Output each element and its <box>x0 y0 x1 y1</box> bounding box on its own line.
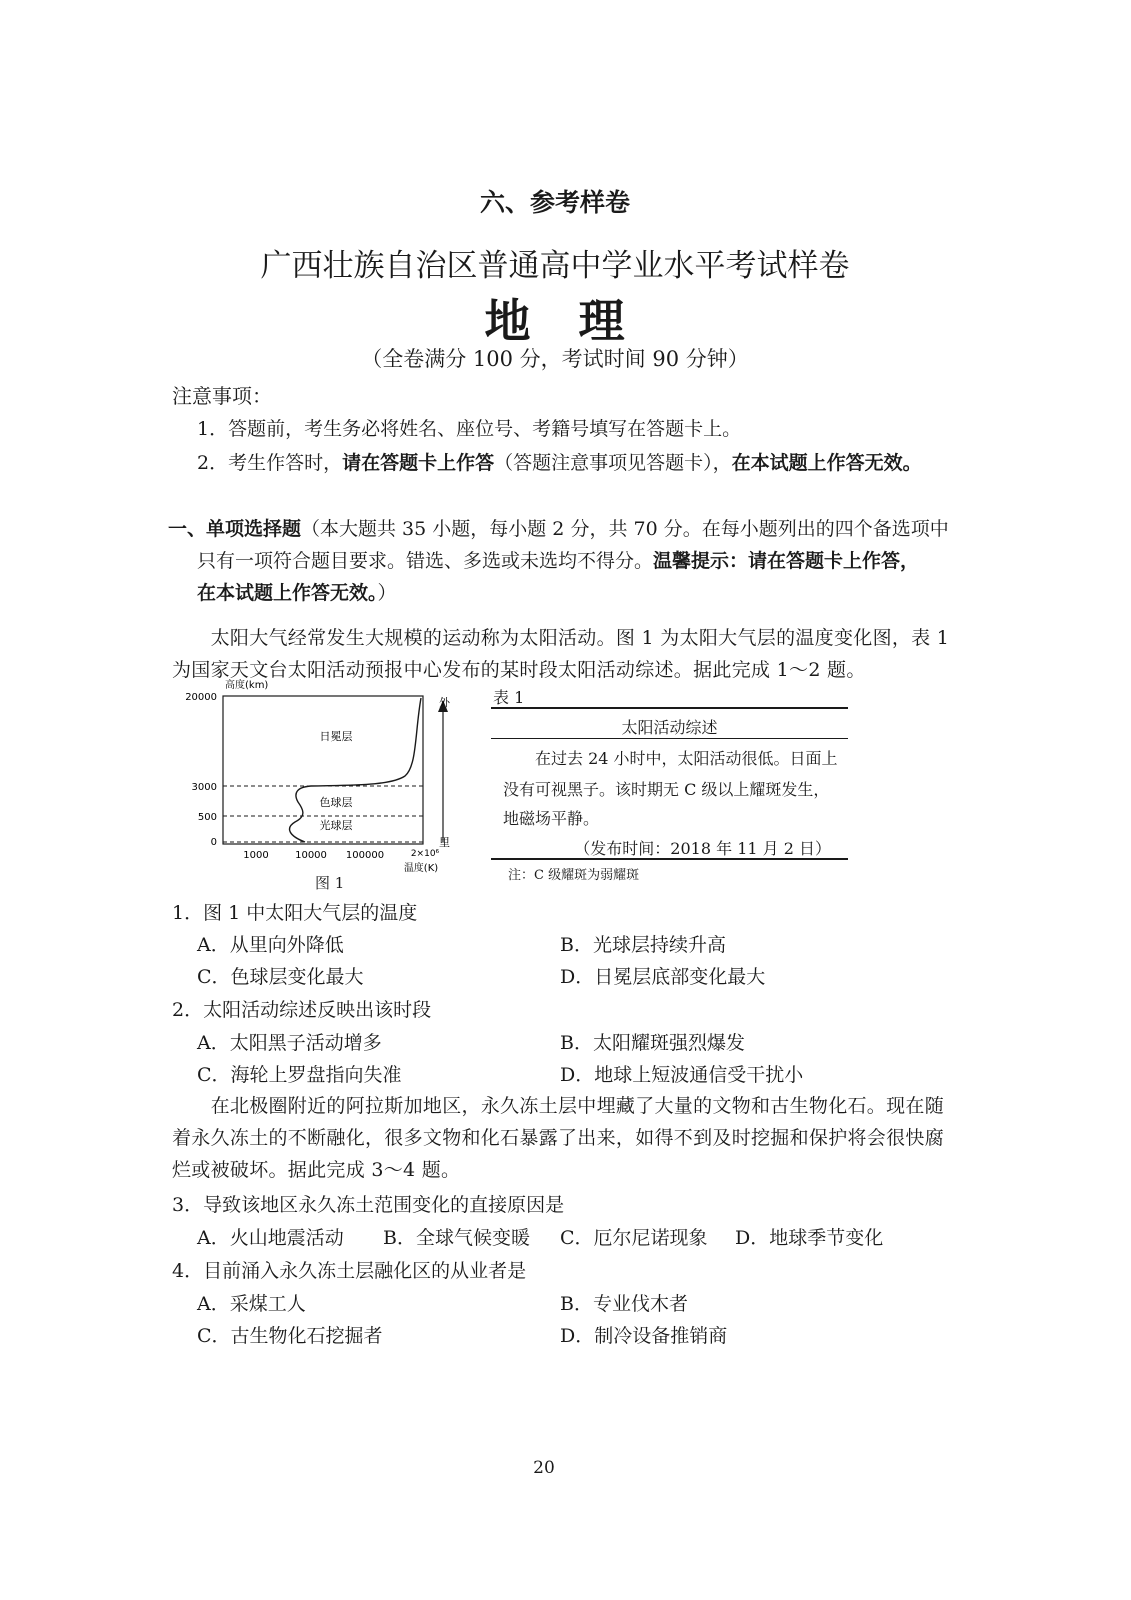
y-tick-20000: 20000 <box>185 692 217 703</box>
figure1-temperature-chart <box>185 676 470 888</box>
figure1-caption: 图 1 <box>315 874 345 892</box>
table1-body-line-2: 没有可视黑子。该时期无 C 级以上耀斑发生， <box>503 780 830 799</box>
question-2-stem: 2．太阳活动综述反映出该时段 <box>172 999 432 1021</box>
part1-line3-bold: 在本试题上作答无效。 <box>197 582 378 604</box>
question-4-stem: 4．目前涌入永久冻土层融化区的从业者是 <box>172 1260 527 1282</box>
layer-label-corona: 日冕层 <box>319 730 353 743</box>
notice-item-2-bold1: 请在答题卡上作答 <box>342 452 495 474</box>
question-3-option-d: D．地球季节变化 <box>735 1227 884 1249</box>
part1-line3-rest: ） <box>377 582 397 604</box>
arrow-label-inner: 里 <box>439 836 450 849</box>
part1-heading <box>168 514 949 541</box>
x-tick-100000: 100000 <box>345 850 385 861</box>
question-4-option-d: D．制冷设备推销商 <box>560 1325 728 1347</box>
x-axis-label: 温度(K) <box>403 863 439 874</box>
arrow-label-outer: 外 <box>439 696 450 709</box>
part1-line2-pre: 只有一项符合题目要求。错选、多选或未选均不得分。 <box>197 550 654 572</box>
table1-date: （发布时间：2018 年 11 月 2 日） <box>574 839 831 858</box>
table1-header: 太阳活动综述 <box>621 718 718 737</box>
passage1-line-2: 为国家天文台太阳活动预报中心发布的某时段太阳活动综述。据此完成 1～2 题。 <box>172 659 866 681</box>
notice-item-2 <box>197 448 922 475</box>
part1-line2-bold: 温馨提示：请在答题卡上作答， <box>653 550 920 572</box>
question-3-option-b: B．全球气候变暖 <box>383 1227 530 1249</box>
temperature-curve <box>290 698 421 842</box>
part1-heading-rest: （本大题共 35 小题，每小题 2 分，共 70 分。在每小题列出的四个备选项中 <box>301 518 949 540</box>
exam-title: 广西壮族自治区普通高中学业水平考试样卷 <box>260 248 850 284</box>
y-tick-3000: 3000 <box>191 782 217 793</box>
question-4-option-b: B．专业伐木者 <box>560 1293 688 1315</box>
part1-line-2 <box>197 546 919 573</box>
table1-note: 注：C 级耀斑为弱耀斑 <box>508 868 640 883</box>
table1-body-line-1: 在过去 24 小时中，太阳活动很低。日面上 <box>535 749 838 768</box>
question-1-option-c: C．色球层变化最大 <box>197 966 364 988</box>
subject-title: 地 理 <box>484 294 626 348</box>
question-2-option-a: A．太阳黑子活动增多 <box>197 1032 382 1054</box>
layer-label-photosphere: 光球层 <box>319 819 353 832</box>
passage1-line-1: 太阳大气经常发生大规模的运动称为太阳活动。图 1 为太阳大气层的温度变化图，表 1 <box>172 627 950 649</box>
question-2-option-d: D．地球上短波通信受干扰小 <box>560 1064 804 1086</box>
notice-item-2-bold2: 在本试题上作答无效。 <box>731 452 922 474</box>
table1-top-rule <box>491 707 848 709</box>
y-tick-500: 500 <box>197 812 217 823</box>
notice-item-1: 1．答题前，考生务必将姓名、座位号、考籍号填写在答题卡上。 <box>197 418 742 440</box>
question-2-option-c: C．海轮上罗盘指向失准 <box>197 1064 402 1086</box>
notice-item-2-pre: 2．考生作答时， <box>197 452 343 474</box>
question-1-option-b: B．光球层持续升高 <box>560 934 726 956</box>
score-note: （全卷满分 100 分，考试时间 90 分钟） <box>361 347 749 371</box>
notice-item-2-mid: （答题注意事项见答题卡）， <box>494 452 732 474</box>
page-number: 20 <box>533 1458 555 1478</box>
question-3-option-a: A．火山地震活动 <box>197 1227 344 1249</box>
passage2-line-1: 在北极圈附近的阿拉斯加地区，永久冻土层中埋藏了大量的文物和古生物化石。现在随 <box>172 1095 945 1117</box>
part1-heading-bold: 一、单项选择题 <box>168 518 302 540</box>
x-tick-1000: 1000 <box>243 850 269 861</box>
question-3-stem: 3．导致该地区永久冻土范围变化的直接原因是 <box>172 1194 565 1216</box>
x-tick-2e6: 2×10⁶ <box>410 849 440 859</box>
question-4-option-c: C．古生物化石挖掘者 <box>197 1325 383 1347</box>
section-heading: 六、参考样卷 <box>479 188 630 217</box>
y-tick-0: 0 <box>210 837 217 848</box>
table1-body-line-3: 地磁场平静。 <box>503 809 600 828</box>
question-1-option-a: A．从里向外降低 <box>197 934 344 956</box>
table1-bottom-rule <box>491 858 848 860</box>
notice-heading: 注意事项： <box>172 384 272 408</box>
y-axis-label: 高度(km) <box>225 680 269 691</box>
passage2-line-2: 着永久冻土的不断融化，很多文物和化石暴露了出来，如得不到及时挖掘和保护将会很快腐 <box>172 1127 945 1149</box>
question-2-option-b: B．太阳耀斑强烈爆发 <box>560 1032 745 1054</box>
table1-header-rule <box>491 738 848 739</box>
question-1-stem: 1．图 1 中太阳大气层的温度 <box>172 902 418 924</box>
layer-label-chromosphere: 色球层 <box>319 796 353 809</box>
question-1-option-d: D．日冕层底部变化最大 <box>560 966 766 988</box>
question-4-option-a: A．采煤工人 <box>197 1293 306 1315</box>
passage2-line-3: 烂或被破坏。据此完成 3～4 题。 <box>172 1159 461 1181</box>
x-tick-10000: 10000 <box>295 850 327 861</box>
part1-line-3 <box>197 578 397 605</box>
table1-title: 表 1 <box>493 688 525 707</box>
question-3-option-c: C．厄尔尼诺现象 <box>560 1227 708 1249</box>
